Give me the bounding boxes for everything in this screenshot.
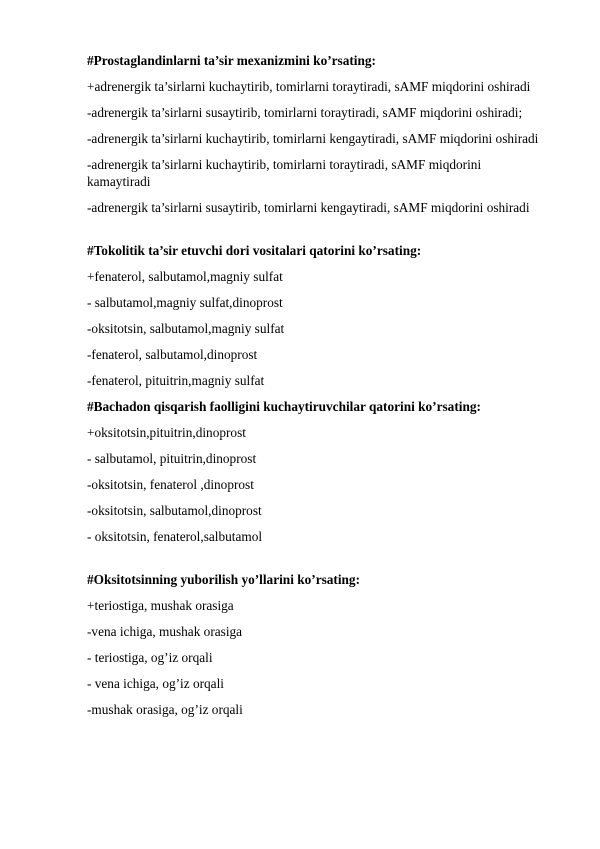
answer-option: -mushak orasiga, og’iz orqali (87, 702, 243, 717)
answer-option: -adrenergik ta’sirlarni susaytirib, tomirlarni kengaytiradi, sAMF miqdorini oshiradi (87, 200, 530, 215)
answer-option: +teriostiga, mushak orasiga (87, 598, 234, 613)
answer-option: - salbutamol,magniy sulfat,dinoprost (87, 295, 283, 310)
question-block (87, 52, 547, 216)
answer-option: - vena ichiga, og’iz orqali (87, 676, 224, 691)
answer-option: -oksitotsin, fenaterol ,dinoprost (87, 477, 254, 492)
question-title: #Tokolitik ta’sir etuvchi dori vositalari qatorini ko’rsating: (87, 243, 422, 258)
answer-option: +fenaterol, salbutamol,magniy sulfat (87, 269, 283, 284)
answer-option: -adrenergik ta’sirlarni susaytirib, tomirlarni toraytiradi, sAMF miqdorini oshiradi; (87, 105, 523, 120)
answer-option: - salbutamol, pituitrin,dinoprost (87, 451, 257, 466)
question-title: #Bachadon qisqarish faolligini kuchaytiruvchilar qatorini ko’rsating: (87, 399, 481, 414)
answer-option: -vena ichiga, mushak orasiga (87, 624, 243, 639)
answer-option: -oksitotsin, salbutamol,magniy sulfat (87, 321, 285, 336)
question-block (87, 398, 547, 545)
document-body (87, 52, 547, 744)
question-block (87, 242, 547, 389)
answer-option: -fenaterol, pituitrin,magniy sulfat (87, 373, 265, 388)
answer-option: -fenaterol, salbutamol,dinoprost (87, 347, 258, 362)
answer-option: +oksitotsin,pituitrin,dinoprost (87, 425, 246, 440)
answer-option: -oksitotsin, salbutamol,dinoprost (87, 503, 262, 518)
question-title: #Prostaglandinlarni ta’sir mexanizmini ko’rsating: (87, 53, 376, 68)
answer-option: +adrenergik ta’sirlarni kuchaytirib, tomirlarni toraytiradi, sAMF miqdorini oshiradi (87, 79, 531, 94)
answer-option: - oksitotsin, fenaterol,salbutamol (87, 529, 263, 544)
answer-option: -adrenergik ta’sirlarni kuchaytirib, tomirlarni kengaytiradi, sAMF miqdorini oshiradi (87, 131, 539, 146)
question-title: #Oksitotsinning yuborilish yo’llarini ko’rsating: (87, 572, 361, 587)
question-block (87, 571, 547, 718)
answer-option: -adrenergik ta’sirlarni kuchaytirib, tomirlarni toraytiradi, sAMF miqdorini kamaytiradi (87, 157, 482, 189)
answer-option: - teriostiga, og’iz orqali (87, 650, 213, 665)
